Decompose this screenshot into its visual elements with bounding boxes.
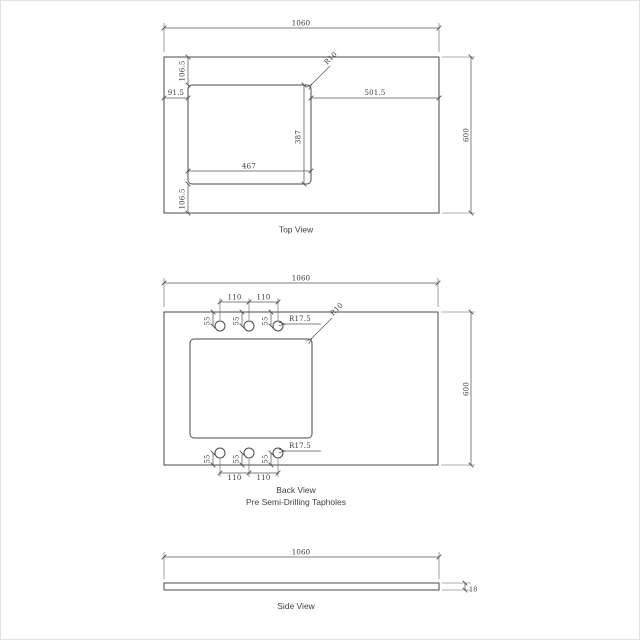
taphole-bottom-right	[273, 448, 283, 458]
dim-value: R17.5	[289, 442, 311, 450]
dim-overall-height	[442, 57, 475, 213]
dim-value: 55	[232, 454, 241, 464]
taphole-top-center	[244, 321, 254, 331]
taphole-bottom-left	[215, 448, 225, 458]
dim-value: 501.5	[364, 89, 386, 97]
side-view-slab-outline	[164, 583, 439, 590]
dim-value: 467	[242, 162, 256, 171]
dim-value: R17.5	[289, 315, 311, 323]
dim-taphole-radius-top	[285, 315, 321, 324]
dim-cutout-height	[295, 85, 305, 184]
dim-value: 110	[227, 474, 242, 482]
back-view	[164, 275, 475, 508]
dim-value: 55	[261, 316, 270, 326]
technical-drawing-canvas	[1, 1, 640, 640]
back-view-sink-cutout	[190, 339, 312, 438]
dim-overall-height	[441, 312, 475, 465]
dim-value: 55	[203, 454, 212, 464]
dim-value: 387	[294, 130, 303, 144]
dim-taphole-spacing-top	[220, 294, 278, 321]
dim-value: R10	[328, 301, 345, 318]
dim-cutout-corner-radius	[312, 50, 339, 84]
dim-cutout-corner-radius	[312, 301, 345, 338]
dim-value: 1060	[291, 548, 311, 557]
dim-cutout-left-offset	[164, 89, 188, 98]
taphole-top-right	[273, 321, 283, 331]
dim-value: 18	[469, 585, 478, 594]
leader-line	[312, 66, 330, 84]
dim-value: 55	[203, 316, 212, 326]
dim-value: 55	[232, 316, 241, 326]
dim-value: 106.5	[178, 60, 187, 82]
top-view-label: Top View	[278, 224, 314, 235]
top-view	[164, 20, 475, 235]
dim-value: 600	[462, 128, 471, 142]
dim-value: 55	[261, 454, 270, 464]
dim-value: R10	[322, 50, 339, 67]
taphole-top-left	[215, 321, 225, 331]
dim-overall-width	[164, 20, 439, 53]
dim-taphole-offset-top	[204, 312, 272, 326]
dim-value: 1060	[291, 274, 311, 283]
back-view-label: Back View	[276, 485, 316, 495]
dim-cutout-right-distance	[311, 89, 439, 98]
dim-value: 91.5	[167, 89, 185, 97]
dim-value: 1060	[291, 19, 311, 28]
dim-taphole-offset-bottom	[204, 453, 272, 465]
leader-line	[312, 318, 332, 338]
dim-overall-width	[164, 549, 439, 580]
dim-cutout-width	[188, 163, 311, 172]
dim-value: 106.5	[178, 188, 187, 210]
dim-cutout-bottom-offset	[179, 184, 189, 213]
back-view-sublabel: Pre Semi-Drilling Tapholes	[246, 497, 346, 507]
side-view	[164, 549, 477, 612]
dim-value: 600	[462, 382, 471, 396]
taphole-bottom-center	[244, 448, 254, 458]
side-view-label: Side View	[277, 601, 315, 611]
dim-overall-width	[164, 275, 438, 308]
dim-taphole-radius-bottom	[285, 442, 321, 451]
dim-value: 110	[227, 293, 242, 302]
dim-value: 110	[256, 474, 271, 482]
dim-cutout-top-offset	[179, 57, 189, 85]
dim-thickness	[442, 583, 477, 594]
dim-value: 110	[256, 293, 271, 302]
